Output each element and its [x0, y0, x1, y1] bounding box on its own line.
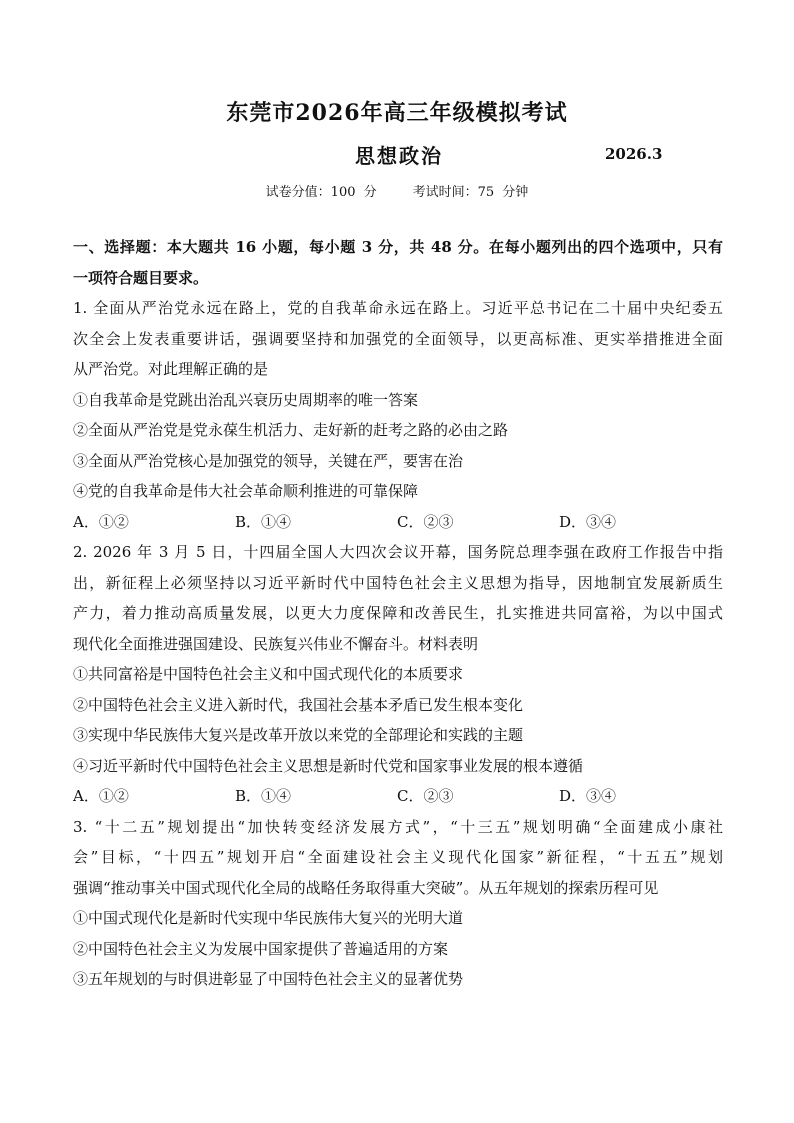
question-3 — [73, 812, 723, 995]
question-statement: ②全面从严治党是党永葆生机活力、走好新的赶考之路的必由之路 — [73, 421, 509, 439]
question-stem-line: 2. 2026 年 3 月 5 日，十四届全国人大四次会议开幕，国务院总理李强在政府工作报告中指 — [73, 543, 723, 561]
question-stem-line: 产力，着力推动高质量发展，以更大力度保障和改善民生，扎实推进共同富裕，为以中国式 — [73, 604, 723, 622]
exam-meta — [0, 181, 794, 200]
score-info: 试卷分值：100 分 — [265, 185, 377, 200]
answer-option[interactable]: A．①② — [73, 512, 129, 531]
question-list — [73, 293, 723, 995]
question-stem-line: 出，新征程上必须坚持以习近平新时代中国特色社会主义思想为指导，因地制宜发展新质生 — [73, 573, 723, 592]
answer-option[interactable]: D．③④ — [559, 787, 617, 805]
question-statement: ②中国特色社会主义进入新时代，我国社会基本矛盾已发生根本变化 — [73, 695, 524, 714]
section-heading-line: 一项符合题目要求。 — [73, 268, 209, 287]
question-statement: ③实现中华民族伟大复兴是改革开放以来党的全部理论和实践的主题 — [73, 726, 524, 744]
answer-option[interactable]: A．①② — [73, 787, 129, 805]
question-stem-line: 现代化全面推进强国建设、民族复兴伟业不懈奋斗。材料表明 — [73, 634, 479, 653]
question-stem-line: 3. “十二五”规划提出“加快转变经济发展方式”，“十三五”规划明确“全面建成小康社 — [73, 817, 723, 836]
section-heading-line: 一、选择题：本大题共 16 小题，每小题 3 分，共 48 分。在每小题列出的四个选项中，只有 — [73, 238, 723, 256]
exam-date: 2026.3 — [605, 145, 663, 163]
question-1 — [73, 293, 723, 537]
exam-content — [73, 232, 723, 995]
time-info: 考试时间：75 分钟 — [412, 185, 529, 200]
question-2 — [73, 537, 723, 812]
section-heading — [73, 232, 723, 293]
exam-title: 东莞市2026年高三年级模拟考试 — [226, 100, 568, 126]
question-stem-line: 次全会上发表重要讲话，强调要坚持和加强党的全面领导，以更高标准、更实举措推进全面 — [73, 329, 723, 348]
question-statement: ①自我革命是党跳出治乱兴衰历史周期率的唯一答案 — [73, 390, 419, 409]
question-statement: ④党的自我革命是伟大社会革命顺利推进的可靠保障 — [73, 482, 419, 500]
answer-option[interactable]: D．③④ — [559, 512, 617, 531]
question-statement: ②中国特色社会主义为发展中国家提供了普遍适用的方案 — [73, 939, 449, 958]
answer-option[interactable]: C．②③ — [397, 512, 454, 531]
answer-options — [73, 507, 723, 538]
question-statement: ③全面从严治党核心是加强党的领导，关键在严，要害在治 — [73, 451, 464, 470]
question-statement: ③五年规划的与时俱进彰显了中国特色社会主义的显著优势 — [73, 970, 464, 988]
answer-option[interactable]: B．①④ — [235, 512, 292, 531]
question-stem-line: 强调“推动事关中国式现代化全局的战略任务取得重大突破”。从五年规划的探索历程可见 — [73, 878, 659, 897]
question-stem-line: 1. 全面从严治党永远在路上，党的自我革命永远在路上。习近平总书记在二十届中央纪委五 — [73, 299, 723, 317]
question-stem-line: 会”目标，“十四五”规划开启“全面建设社会主义现代化国家”新征程，“十五五”规划 — [73, 848, 723, 866]
question-statement: ①中国式现代化是新时代实现中华民族伟大复兴的光明大道 — [73, 909, 464, 927]
question-stem-line: 从严治党。对此理解正确的是 — [73, 360, 269, 378]
answer-option[interactable]: B．①④ — [235, 787, 292, 805]
question-statement: ④习近平新时代中国特色社会主义思想是新时代党和国家事业发展的根本遵循 — [73, 756, 584, 775]
exam-subject: 思想政治 — [355, 144, 443, 168]
answer-option[interactable]: C．②③ — [397, 787, 454, 805]
question-statement: ①共同富裕是中国特色社会主义和中国式现代化的本质要求 — [73, 665, 464, 683]
answer-options — [73, 781, 723, 812]
